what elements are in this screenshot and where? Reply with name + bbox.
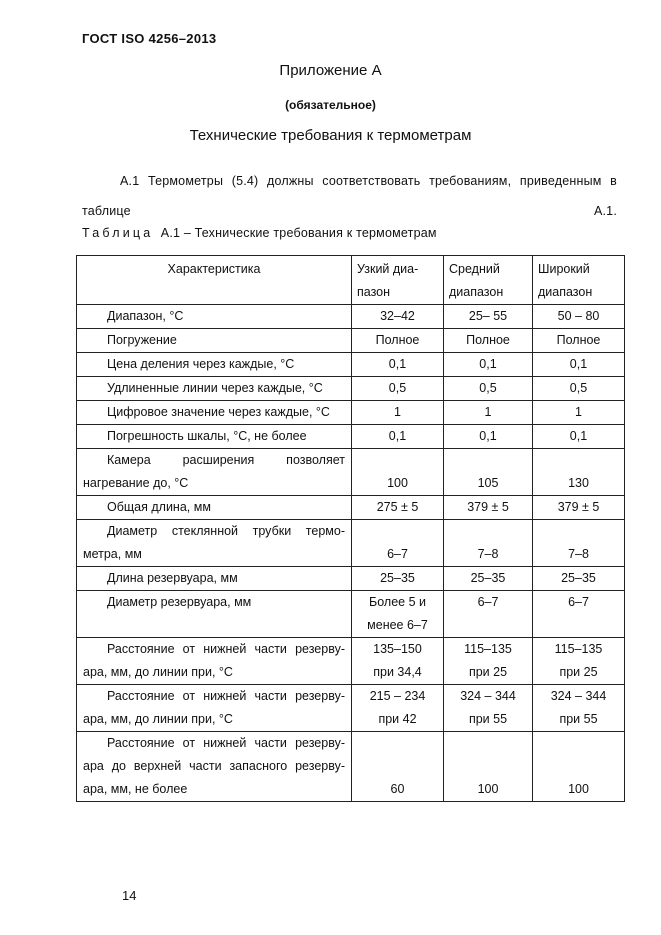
header-wide-line2: диапазон	[538, 285, 593, 299]
row-label-line2: ара, мм, до линии при, °С	[83, 712, 233, 726]
paragraph-a1	[82, 166, 617, 226]
cell-medium: 100	[444, 732, 533, 802]
requirements-table	[76, 255, 625, 802]
row-label-line2: метра, мм	[83, 547, 142, 561]
table-caption-label: Таблица	[82, 226, 154, 240]
cell-medium: 0,1	[444, 353, 533, 377]
cell-narrow	[352, 591, 444, 638]
cell-line1: 324 – 344	[550, 689, 607, 703]
cell-line1: 115–135	[554, 642, 603, 656]
cell-wide: 0,1	[533, 353, 625, 377]
header-characteristic: Характеристика	[77, 256, 352, 305]
header-narrow	[352, 256, 444, 305]
row-label	[77, 425, 352, 449]
cell-line2: при 55	[468, 712, 508, 726]
row-label	[77, 353, 352, 377]
cell-narrow	[352, 685, 444, 732]
header-medium-line1: Средний	[449, 262, 500, 276]
cell-line1: 135–150	[373, 642, 422, 656]
row-label-text: Цифровое значение через каждые, °С	[107, 405, 330, 419]
cell-narrow: 32–42	[352, 305, 444, 329]
row-label-line3: ара, мм, не более	[83, 782, 188, 796]
cell-narrow: 0,1	[352, 353, 444, 377]
cell-line2: при 55	[559, 712, 598, 726]
row-label	[77, 496, 352, 520]
cell-medium	[444, 685, 533, 732]
cell-line1: 324 – 344	[460, 689, 516, 703]
cell-narrow: 0,1	[352, 425, 444, 449]
row-label-text: Цена деления через каждые, °С	[107, 357, 295, 371]
cell-narrow: Полное	[352, 329, 444, 353]
cell-line2: при 42	[378, 712, 417, 726]
cell-wide: 379 ± 5	[533, 496, 625, 520]
cell-wide: 25–35	[533, 567, 625, 591]
row-label	[77, 377, 352, 401]
row-label	[77, 449, 352, 496]
row-label-text: Расстояние от нижней части резерву-	[107, 689, 345, 703]
cell-wide: 0,1	[533, 425, 625, 449]
row-label	[77, 401, 352, 425]
cell-narrow: 275 ± 5	[352, 496, 444, 520]
row-label-text: Погружение	[107, 333, 177, 347]
header-wide-line1: Широкий	[538, 262, 590, 276]
row-label-text: Удлиненные линии через каждые, °С	[107, 381, 323, 395]
table-caption-text: А.1 – Технические требования к термометрам	[160, 226, 437, 240]
cell-line2: при 34,4	[373, 665, 422, 679]
row-label-line1	[83, 685, 345, 708]
cell-medium	[444, 638, 533, 685]
table-caption	[82, 226, 437, 240]
row-label-line2: ара до верхней части запасного резерву-	[83, 759, 345, 773]
header-narrow-line1: Узкий диа-	[357, 262, 419, 276]
appendix-title: Приложение А	[279, 62, 382, 79]
row-label	[77, 732, 352, 802]
row-label-text: Диаметр резервуара, мм	[107, 595, 252, 609]
row-label-line1	[83, 520, 345, 543]
row-label-text: Расстояние от нижней части резерву-	[107, 736, 345, 750]
table-row	[77, 305, 625, 329]
cell-medium: 25–35	[444, 567, 533, 591]
cell-narrow: 60	[352, 732, 444, 802]
cell-medium: 25– 55	[444, 305, 533, 329]
page-number: 14	[122, 888, 137, 903]
table-row	[77, 425, 625, 449]
cell-wide	[533, 685, 625, 732]
paragraph-text: А.1 Термометры (5.4) должны соответствовать требованиям, приведенным в таблице А.1.	[82, 174, 617, 218]
appendix-heading: Технические требования к термометрам	[189, 127, 472, 144]
header-narrow-line2: пазон	[357, 285, 391, 299]
row-label-text: Расстояние от нижней части резерву-	[107, 642, 345, 656]
cell-wide: 7–8	[533, 520, 625, 567]
cell-wide: 50 – 80	[533, 305, 625, 329]
row-label	[77, 567, 352, 591]
cell-medium: 1	[444, 401, 533, 425]
table-row	[77, 567, 625, 591]
cell-line2: при 25	[559, 665, 598, 679]
appendix-status: (обязательное)	[285, 98, 376, 112]
cell-medium: 379 ± 5	[444, 496, 533, 520]
cell-narrow: 1	[352, 401, 444, 425]
table-header-row	[77, 256, 625, 305]
row-label-text: Погрешность шкалы, °С, не более	[107, 429, 307, 443]
row-label	[77, 305, 352, 329]
cell-wide: 1	[533, 401, 625, 425]
cell-narrow: 6–7	[352, 520, 444, 567]
cell-line2: менее 6–7	[367, 618, 428, 632]
table-row	[77, 353, 625, 377]
cell-wide: Полное	[533, 329, 625, 353]
cell-narrow	[352, 638, 444, 685]
row-label	[77, 591, 352, 638]
cell-medium: 0,1	[444, 425, 533, 449]
cell-medium: 7–8	[444, 520, 533, 567]
row-label	[77, 685, 352, 732]
header-wide	[533, 256, 625, 305]
table-row	[77, 496, 625, 520]
row-label	[77, 520, 352, 567]
table-row	[77, 329, 625, 353]
row-label-text: Камера расширения позволяет	[107, 453, 345, 467]
table-row	[77, 401, 625, 425]
cell-narrow: 100	[352, 449, 444, 496]
cell-line2: при 25	[468, 665, 508, 679]
row-label-line1	[83, 449, 345, 472]
cell-wide: 0,5	[533, 377, 625, 401]
row-label-text: Длина резервуара, мм	[107, 571, 238, 585]
table-row	[77, 591, 625, 638]
row-label-text: Диаметр стеклянной трубки термо-	[107, 524, 345, 538]
table-row	[77, 685, 625, 732]
cell-narrow: 0,5	[352, 377, 444, 401]
row-label-text: Общая длина, мм	[107, 500, 211, 514]
cell-line1: Более 5 и	[369, 595, 426, 609]
table-row	[77, 638, 625, 685]
cell-line1: 215 – 234	[369, 689, 426, 703]
table-row	[77, 732, 625, 802]
cell-wide	[533, 638, 625, 685]
row-label	[77, 329, 352, 353]
row-label	[77, 638, 352, 685]
cell-medium: 0,5	[444, 377, 533, 401]
table-row	[77, 449, 625, 496]
cell-wide: 100	[533, 732, 625, 802]
header-medium	[444, 256, 533, 305]
cell-line1: 115–135	[464, 642, 512, 656]
row-label-line2: ара, мм, до линии при, °С	[83, 665, 233, 679]
row-label-line2: нагревание до, °С	[83, 476, 189, 490]
table-row	[77, 377, 625, 401]
row-label-line1	[83, 732, 345, 755]
header-medium-line2: диапазон	[449, 285, 504, 299]
cell-wide: 6–7	[533, 591, 625, 638]
cell-medium: 105	[444, 449, 533, 496]
standard-designation: ГОСТ ISO 4256–2013	[82, 31, 217, 46]
row-label-line1	[83, 638, 345, 661]
cell-wide: 130	[533, 449, 625, 496]
row-label-text: Диапазон, °С	[107, 309, 184, 323]
cell-medium: 6–7	[444, 591, 533, 638]
table-row	[77, 520, 625, 567]
cell-medium: Полное	[444, 329, 533, 353]
cell-narrow: 25–35	[352, 567, 444, 591]
